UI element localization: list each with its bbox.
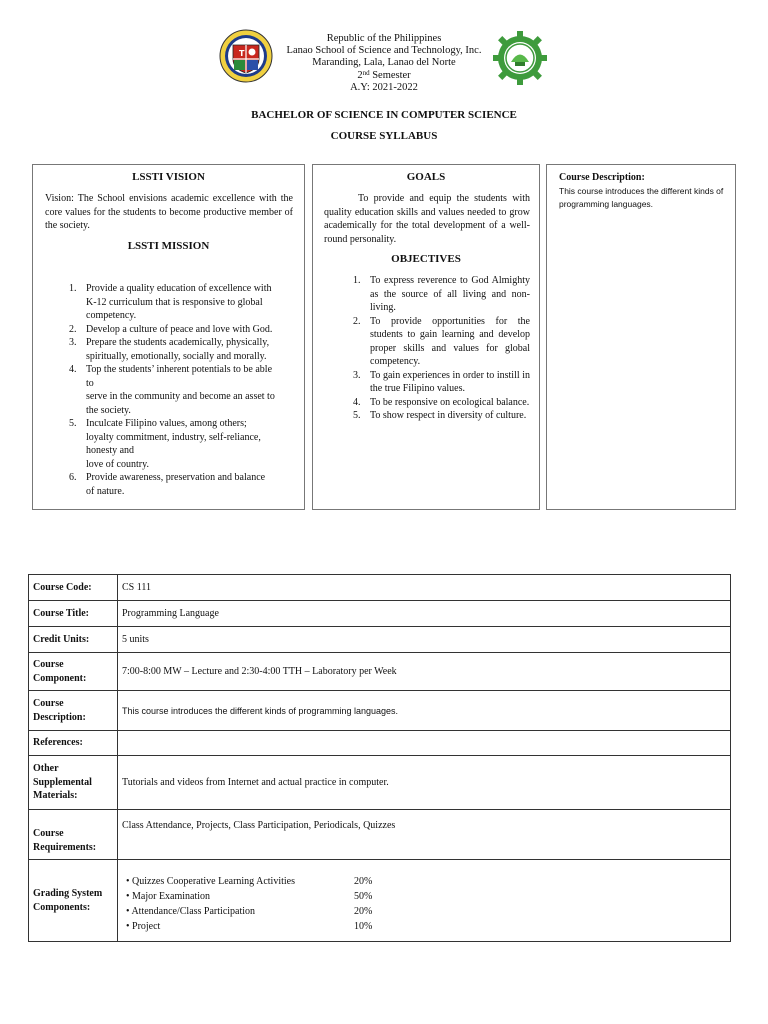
course-description-box (546, 164, 736, 510)
grading-system-value (118, 860, 731, 942)
mission-list (69, 282, 301, 498)
goals-text: To provide and equip the students with quality education skills and values needed to grow academically for the total development of a well-round personality. (324, 193, 530, 245)
mission-item: 5. Inculcate Filipino values, among others; loyalty commitment, industry, self-reliance, honesty and love of country. (69, 418, 261, 470)
grading-item: • Attendance/Class Participation 20% (126, 905, 373, 917)
header-line-school: Lanao School of Science and Technology, Inc. (286, 45, 482, 57)
table-row (29, 575, 731, 601)
table-row (29, 601, 731, 627)
table-row (29, 653, 731, 691)
mission-item: 1. Provide a quality education of excellence with K-12 curriculum that is responsive to global competency. (69, 283, 272, 321)
table-row (29, 756, 731, 810)
course-title-value: Programming Language (118, 601, 731, 627)
table-row (29, 731, 731, 756)
table-row (29, 691, 731, 731)
svg-text:T: T (239, 49, 245, 58)
references-value (118, 731, 731, 756)
grading-item: • Quizzes Cooperative Learning Activities 20% (126, 875, 373, 887)
header-line-academic-year: A.Y: 2021-2022 (350, 81, 418, 93)
objective-item: 1. To express reverence to God Almighty as the source of all living and non-living. (353, 275, 530, 313)
objective-item: 2. To provide opportunities for the students to gain learning and develop proper skills and values for global competency. (353, 315, 530, 367)
vision-mission-box (32, 164, 305, 510)
objectives-heading: OBJECTIVES (391, 253, 461, 265)
header-line-semester: 2nd Semester (357, 68, 411, 81)
course-component-value: 7:00-8:00 MW – Lecture and 2:30-4:00 TTH – Laboratory per Week (118, 653, 731, 691)
objectives-list (353, 274, 530, 423)
supplemental-materials-label: Other Supplemental Materials: (29, 756, 118, 810)
course-code-label: Course Code: (29, 575, 118, 601)
table-row (29, 627, 731, 653)
course-requirements-value: Class Attendance, Projects, Class Participation, Periodicals, Quizzes (118, 810, 731, 860)
vision-heading: LSSTI VISION (132, 171, 205, 183)
supplemental-materials-value: Tutorials and videos from Internet and actual practice in computer. (118, 756, 731, 810)
document-title: COURSE SYLLABUS (330, 130, 438, 142)
header-line-address: Maranding, Lala, Lanao del Norte (312, 57, 456, 69)
course-description-text: This course introduces the different kinds of programming languages. (559, 186, 724, 209)
table-row (29, 810, 731, 860)
grading-system-label: Grading System Components: (29, 860, 118, 942)
goals-heading: GOALS (406, 171, 446, 183)
table-row (29, 860, 731, 942)
course-requirements-label: Course Requirements: (29, 810, 118, 860)
mission-item: 6. Provide awareness, preservation and balance of nature. (69, 472, 266, 497)
objective-item: 3. To gain experiences in order to instill in the true Filipino values. (353, 369, 530, 394)
header-line-republic: Republic of the Philippines (326, 33, 442, 44)
credit-units-label: Credit Units: (29, 627, 118, 653)
course-component-label: Course Component: (29, 653, 118, 691)
course-description-heading: Course Description: (559, 172, 645, 183)
mission-item: 4. Top the students’ inherent potentials to be able to serve in the community and become an asset to the society. (69, 364, 275, 416)
school-header (240, 33, 528, 94)
objective-item: 5. To show respect in diversity of culture. (353, 410, 527, 421)
course-title-label: Course Title: (29, 601, 118, 627)
course-description-value: This course introduces the different kinds of programming languages. (118, 691, 731, 731)
mission-item: 3. Prepare the students academically, physically, spiritually, emotionally, socially and morally. (69, 337, 270, 362)
mission-item: 2. Develop a culture of peace and love with God. (69, 323, 273, 335)
credit-units-value: 5 units (118, 627, 731, 653)
grading-item: • Major Examination 50% (126, 890, 373, 902)
course-info-table (28, 574, 731, 942)
vision-text: Vision: The School envisions academic excellence with the core values for the students to become productive member of the society. (45, 193, 293, 231)
course-description-label: Course Description: (29, 691, 118, 731)
course-code-value: CS 111 (118, 575, 731, 601)
mission-heading: LSSTI MISSION (127, 240, 210, 252)
references-label: References: (29, 731, 118, 756)
objective-item: 4. To be responsive on ecological balance. (353, 396, 530, 408)
program-title: BACHELOR OF SCIENCE IN COMPUTER SCIENCE (251, 109, 517, 121)
goals-objectives-box (312, 164, 540, 510)
grading-item: • Project 10% (126, 920, 373, 932)
